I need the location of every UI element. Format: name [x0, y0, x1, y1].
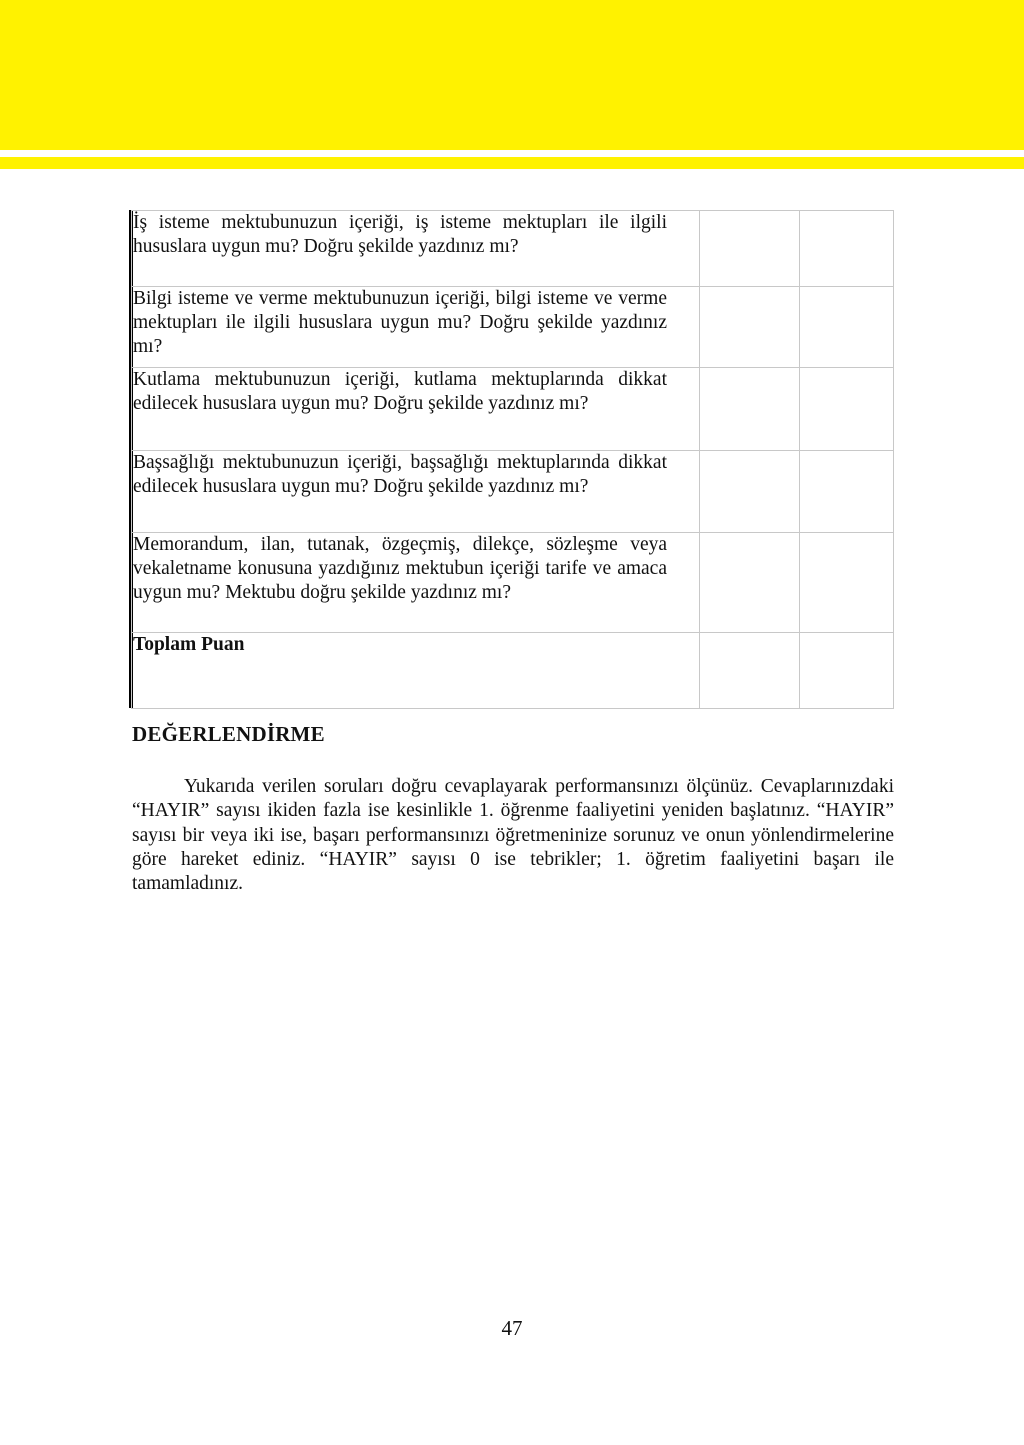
table-row: [132, 451, 894, 533]
yes-cell[interactable]: [700, 533, 800, 633]
table-row: [132, 368, 894, 451]
table-row: [132, 533, 894, 633]
no-cell[interactable]: [800, 451, 894, 533]
question-cell: Memorandum, ilan, tutanak, özgeçmiş, dilekçe, sözleşme veya vekaletname konusuna yazdığınız mektubun içeriği tarife ve amaca uygun mu? Mektubu doğru şekilde yazdınız mı?: [132, 533, 700, 633]
evaluation-paragraph: Yukarıda verilen soruları doğru cevaplayarak performansınızı ölçünüz. Cevaplarınızdaki “HAYIR” sayısı ikiden fazla ise kesinlikle 1. öğrenme faaliyetini yeniden başlatınız. “HAYIR” sayısı bir veya iki ise, başarı performansınızı öğretmeninize sorunuz ve onun yönlendirmelerine göre hareket ediniz. “HAYIR” sayısı 0 ise tebrikler; 1. öğretim faaliyetini başarı ile tamamladınız.: [132, 776, 894, 895]
yes-cell[interactable]: [700, 451, 800, 533]
table-row: [132, 211, 894, 287]
yes-cell[interactable]: [700, 211, 800, 287]
no-cell[interactable]: [800, 211, 894, 287]
no-cell[interactable]: [800, 368, 894, 451]
question-cell: Kutlama mektubunuzun içeriği, kutlama mektuplarında dikkat edilecek hususlara uygun mu? Doğru şekilde yazdınız mı?: [132, 368, 700, 451]
question-cell: Başsağlığı mektubunuzun içeriği, başsağlığı mektuplarında dikkat edilecek hususlara uygun mu? Doğru şekilde yazdınız mı?: [132, 451, 700, 533]
header-yellow-band: [0, 0, 1024, 150]
total-yes-cell[interactable]: [700, 633, 800, 709]
total-score-label: Toplam Puan: [133, 634, 245, 655]
question-cell: Bilgi isteme ve verme mektubunuzun içeriği, bilgi isteme ve verme mektupları ile ilgili hususlara uygun mu? Doğru şekilde yazdınız mı?: [132, 287, 700, 368]
yes-cell[interactable]: [700, 287, 800, 368]
header-yellow-stripe: [0, 157, 1024, 169]
total-no-cell[interactable]: [800, 633, 894, 709]
page-number: 47: [501, 1316, 523, 1340]
table-row-total: [132, 633, 894, 709]
table-row: [132, 287, 894, 368]
evaluation-checklist-table: [131, 210, 894, 709]
question-cell: İş isteme mektubunuzun içeriği, iş isteme mektupları ile ilgili hususlara uygun mu? Doğru şekilde yazdınız mı?: [132, 211, 700, 287]
no-cell[interactable]: [800, 287, 894, 368]
evaluation-title: DEĞERLENDİRME: [132, 722, 325, 746]
no-cell[interactable]: [800, 533, 894, 633]
yes-cell[interactable]: [700, 368, 800, 451]
